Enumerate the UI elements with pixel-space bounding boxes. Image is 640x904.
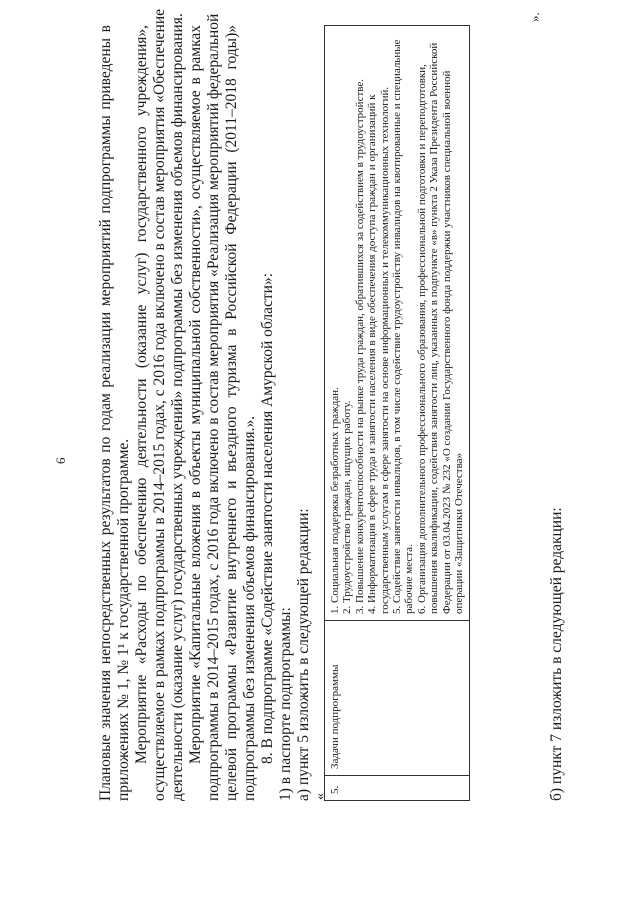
task-item: 1. Социальная поддержка безработных граждан. [329,387,341,614]
paragraph-line: Мероприятие «Расходы по обеспечению деятельности (оказание услуг) государственного учреждения», [133,25,150,764]
task-item: 2. Трудоустройство граждан, ищущих работу. [341,400,354,614]
row-name-cell: Задачи подпрограммы [325,621,470,776]
table-row [325,26,470,801]
task-item: 3. Повышение конкурентоспособности на рынке труда граждан, обратившихся за содействием в трудоустройстве. [353,78,366,614]
paragraph-line: Плановые значения непосредственных результатов по годам реализации мероприятий подпрограммы приведены в [97,25,114,801]
paragraph-line: 1) в паспорте подпрограммы: [277,607,294,801]
paragraph-line: осуществляемое в рамках подпрограммы в 2014–2015 годах, с 2016 года включено в состав мероприятия «Обеспечение [151,8,168,801]
open-quote: « [313,793,328,800]
paragraph-line: деятельности (оказание услуг) государственных учреждений» подпрограммы без изменения объемов финансирования. [169,13,186,801]
paragraph-line: приложениях № 1, № 1¹ к государственной программе. [115,438,132,801]
paragraph-line: подпрограммы в 2014–2015 годах, с 2016 года включено в состав мероприятия «Реализация мероприятий федеральной [205,13,222,801]
passport-table [324,25,470,801]
page-number: 6 [53,457,68,464]
paragraph-line: а) пункт 5 изложить в следующей редакции: [295,508,312,801]
paragraph-line: 8. В подпрограмме «Содействие занятости населения Амурской области»: [259,272,276,764]
task-item: 5. Содействие занятости инвалидов, в том числе содействие трудоустройству инвалидов на квотированные и специальные рабочие места. [391,39,416,614]
close-quote: ». [527,12,542,22]
paragraph-line: Мероприятие «Капитальные вложения в объекты муниципальной собственности», осуществляемое в рамках [187,25,204,764]
paragraph-line: целевой программы «Развитие внутреннего и въездного туризма в Российской Федерации (2011–2018 годы)» [223,25,240,801]
row-value-cell [325,26,470,621]
task-item: 4. Информатизация в сфере труда и занятости населения в виде обеспечения доступа граждан и организаций к государственным услугам в сфере занятости на основе информационных и телекоммуникационных технологий. [366,86,391,614]
paragraph-line: подпрограммы без изменения объемов финансирования.». [241,415,258,801]
paragraph-line: б) пункт 7 изложить в следующей редакции: [548,507,565,801]
task-item: 6. Организация дополнительного профессионального образования, профессиональной подготовки и переподготовки, повышения квалификации, содействия занятости лиц, указанных в подпункте «в» пункта 2 Указа Президента Российской Федерации от 03.04.2023 № 232 «О создании Государственного фонда поддержки участников специальной военной операции «Защитники Отечества» [415,42,466,614]
row-number-cell: 5. [325,776,470,801]
